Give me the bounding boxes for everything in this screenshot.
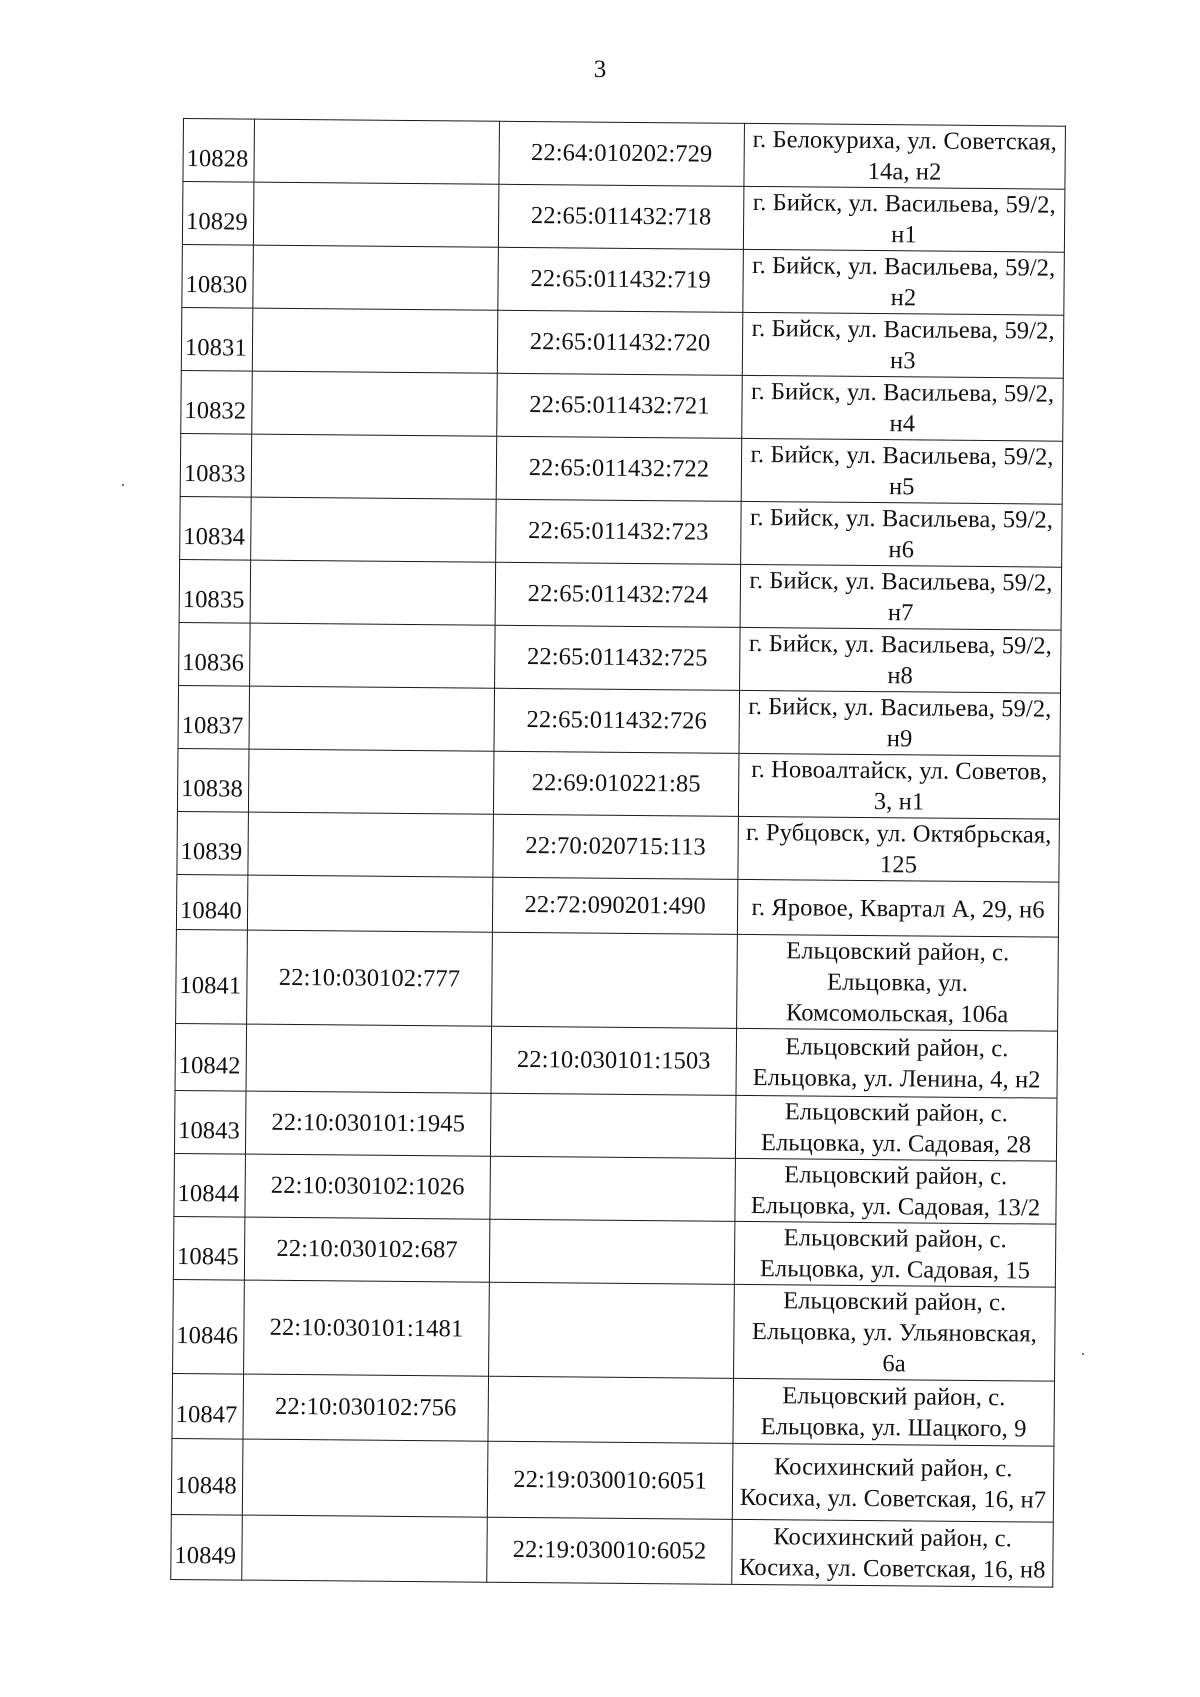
address-cell: Косихинский район, с. Косиха, ул. Советская, 16, н8 (732, 1519, 1054, 1587)
row-number-cell: 10838 (177, 748, 249, 812)
row-number-cell: 10845 (173, 1216, 245, 1280)
cadastral-number-b-cell: 22:65:011432:719 (498, 247, 744, 312)
table-row (173, 1216, 1056, 1287)
row-number-cell: 10836 (179, 622, 251, 686)
address-cell: Ельцовский район, с. Ельцовка, ул. Садовая, 28 (735, 1095, 1057, 1161)
cadastral-number-b-cell: 22:72:090201:490 (492, 877, 737, 934)
cadastral-number-b-cell (488, 1376, 734, 1443)
cadastral-number-b-cell: 22:70:020715:113 (493, 814, 739, 879)
address-cell: Ельцовский район, с. Ельцовка, ул. Садовая, 15 (734, 1221, 1056, 1287)
table-row (176, 929, 1059, 1031)
table-row (179, 559, 1062, 630)
address-cell: г. Бийск, ул. Васильева, 59/2, н4 (742, 375, 1064, 441)
cadastral-number-b-cell (489, 1219, 735, 1284)
table-row (176, 874, 1058, 937)
cadastral-number-a-cell (253, 182, 499, 247)
table-row (180, 496, 1063, 567)
cadastral-number-b-cell (490, 1093, 736, 1158)
address-cell: г. Бийск, ул. Васильева, 59/2, н9 (739, 690, 1061, 756)
cadastral-number-a-cell (252, 308, 498, 373)
address-cell: Ельцовский район, с. Ельцовка, ул. Шацкого, 9 (733, 1378, 1055, 1446)
cadastral-number-a-cell (246, 1024, 492, 1093)
row-number-cell: 10828 (183, 119, 255, 183)
table-row (182, 182, 1065, 253)
registry-table (170, 118, 1066, 1588)
address-cell: г. Рубцовск, ул. Октябрьская, 125 (738, 816, 1060, 882)
address-cell: Косихинский район, с. Косиха, ул. Советская, 16, н7 (732, 1443, 1054, 1522)
table-row (171, 1514, 1054, 1587)
cadastral-number-a-cell: 22:10:030101:1945 (245, 1091, 491, 1156)
cadastral-number-a-cell (248, 749, 494, 814)
row-number-cell: 10830 (182, 244, 254, 308)
address-cell: Ельцовский район, с. Ельцовка, ул. Ульяновская, 6а (734, 1284, 1056, 1381)
table-row (174, 1153, 1057, 1224)
table-row (183, 119, 1066, 190)
address-cell: г. Бийск, ул. Васильева, 59/2, н5 (741, 438, 1063, 504)
cadastral-number-a-cell (242, 1439, 488, 1517)
address-cell: г. Белокуриха, ул. Советская, 14а, н2 (744, 123, 1066, 189)
cadastral-number-b-cell: 22:65:011432:718 (498, 184, 744, 249)
cadastral-number-b-cell: 22:65:011432:722 (496, 436, 742, 501)
cadastral-number-a-cell (252, 371, 498, 436)
cadastral-number-a-cell: 22:10:030101:1481 (244, 1280, 490, 1376)
registry-table-body (171, 119, 1066, 1588)
cadastral-number-a-cell (251, 497, 497, 562)
table-row (180, 433, 1063, 504)
address-cell: г. Бийск, ул. Васильева, 59/2, н3 (742, 312, 1064, 378)
table-row (181, 307, 1064, 378)
cadastral-number-a-cell (247, 875, 492, 932)
row-number-cell: 10844 (174, 1153, 246, 1217)
row-number-cell: 10842 (175, 1023, 247, 1091)
address-cell: Ельцовский район, с. Ельцовка, ул. Садовая, 13/2 (735, 1158, 1057, 1224)
row-number-cell: 10839 (177, 811, 249, 875)
cadastral-number-a-cell (250, 560, 496, 625)
row-number-cell: 10849 (171, 1514, 243, 1580)
row-number-cell: 10831 (181, 307, 253, 371)
cadastral-number-b-cell: 22:65:011432:721 (497, 373, 743, 438)
table-row (178, 685, 1061, 756)
cadastral-number-b-cell: 22:64:010202:729 (499, 121, 745, 186)
row-number-cell: 10829 (182, 182, 254, 246)
table-row (174, 1090, 1057, 1161)
address-cell: г. Бийск, ул. Васильева, 59/2, н7 (740, 564, 1062, 630)
cadastral-number-b-cell: 22:19:030010:6051 (487, 1441, 733, 1519)
address-cell: г. Бийск, ул. Васильева, 59/2, н2 (743, 249, 1065, 315)
address-cell: г. Бийск, ул. Васильева, 59/2, н8 (740, 627, 1062, 693)
cadastral-number-a-cell (248, 812, 494, 877)
page-number: 3 (593, 56, 607, 83)
table-row (181, 370, 1064, 441)
table-row (173, 1279, 1056, 1381)
cadastral-number-b-cell (492, 932, 738, 1028)
row-number-cell: 10840 (176, 874, 247, 930)
table-row (175, 1023, 1058, 1098)
cadastral-number-a-cell: 22:10:030102:777 (247, 930, 493, 1026)
scan-speck (1082, 1353, 1084, 1355)
row-number-cell: 10847 (172, 1373, 244, 1439)
table-row (172, 1373, 1055, 1446)
cadastral-number-a-cell: 22:10:030102:756 (243, 1374, 489, 1441)
cadastral-number-b-cell: 22:65:011432:724 (495, 562, 741, 627)
row-number-cell: 10843 (174, 1090, 246, 1154)
address-cell: г. Бийск, ул. Васильева, 59/2, н6 (741, 501, 1063, 567)
cadastral-number-b-cell: 22:65:011432:720 (497, 310, 743, 375)
table-row (182, 244, 1065, 315)
row-number-cell: 10848 (171, 1438, 243, 1515)
cadastral-number-b-cell (489, 1282, 735, 1378)
cadastral-number-b-cell: 22:65:011432:726 (494, 688, 740, 753)
row-number-cell: 10841 (176, 929, 248, 1024)
row-number-cell: 10834 (180, 496, 252, 560)
cadastral-number-a-cell (254, 119, 500, 184)
table-row (179, 622, 1062, 693)
cadastral-number-b-cell: 22:69:010221:85 (493, 751, 739, 816)
address-cell: Ельцовский район, с. Ельцовка, ул. Ленина, 4, н2 (736, 1028, 1058, 1098)
row-number-cell: 10833 (180, 433, 252, 497)
cadastral-number-a-cell: 22:10:030102:1026 (245, 1154, 491, 1219)
cadastral-number-a-cell (250, 623, 496, 688)
row-number-cell: 10837 (178, 685, 250, 749)
cadastral-number-a-cell (249, 686, 495, 751)
cadastral-number-a-cell (253, 245, 499, 310)
address-cell: г. Новоалтайск, ул. Советов, 3, н1 (738, 753, 1060, 819)
row-number-cell: 10835 (179, 559, 251, 623)
cadastral-number-a-cell: 22:10:030102:687 (244, 1217, 490, 1282)
cadastral-number-b-cell: 22:10:030101:1503 (491, 1026, 737, 1095)
scan-speck (122, 484, 124, 486)
cadastral-number-b-cell: 22:65:011432:725 (495, 625, 741, 690)
cadastral-number-b-cell: 22:19:030010:6052 (487, 1517, 733, 1584)
address-cell: Ельцовский район, с. Ельцовка, ул. Комсомольская, 106а (737, 934, 1059, 1031)
cadastral-number-b-cell (490, 1156, 736, 1221)
cadastral-number-a-cell (242, 1515, 488, 1582)
address-cell: г. Бийск, ул. Васильева, 59/2, н1 (743, 186, 1065, 252)
row-number-cell: 10846 (173, 1279, 245, 1374)
address-cell: г. Яровое, Квартал А, 29, н6 (737, 879, 1058, 937)
row-number-cell: 10832 (181, 370, 253, 434)
table-row (177, 811, 1060, 882)
cadastral-number-b-cell: 22:65:011432:723 (496, 499, 742, 564)
table-row (171, 1438, 1054, 1522)
registry-table-container (170, 118, 1065, 1588)
table-row (177, 748, 1060, 819)
cadastral-number-a-cell (251, 434, 497, 499)
